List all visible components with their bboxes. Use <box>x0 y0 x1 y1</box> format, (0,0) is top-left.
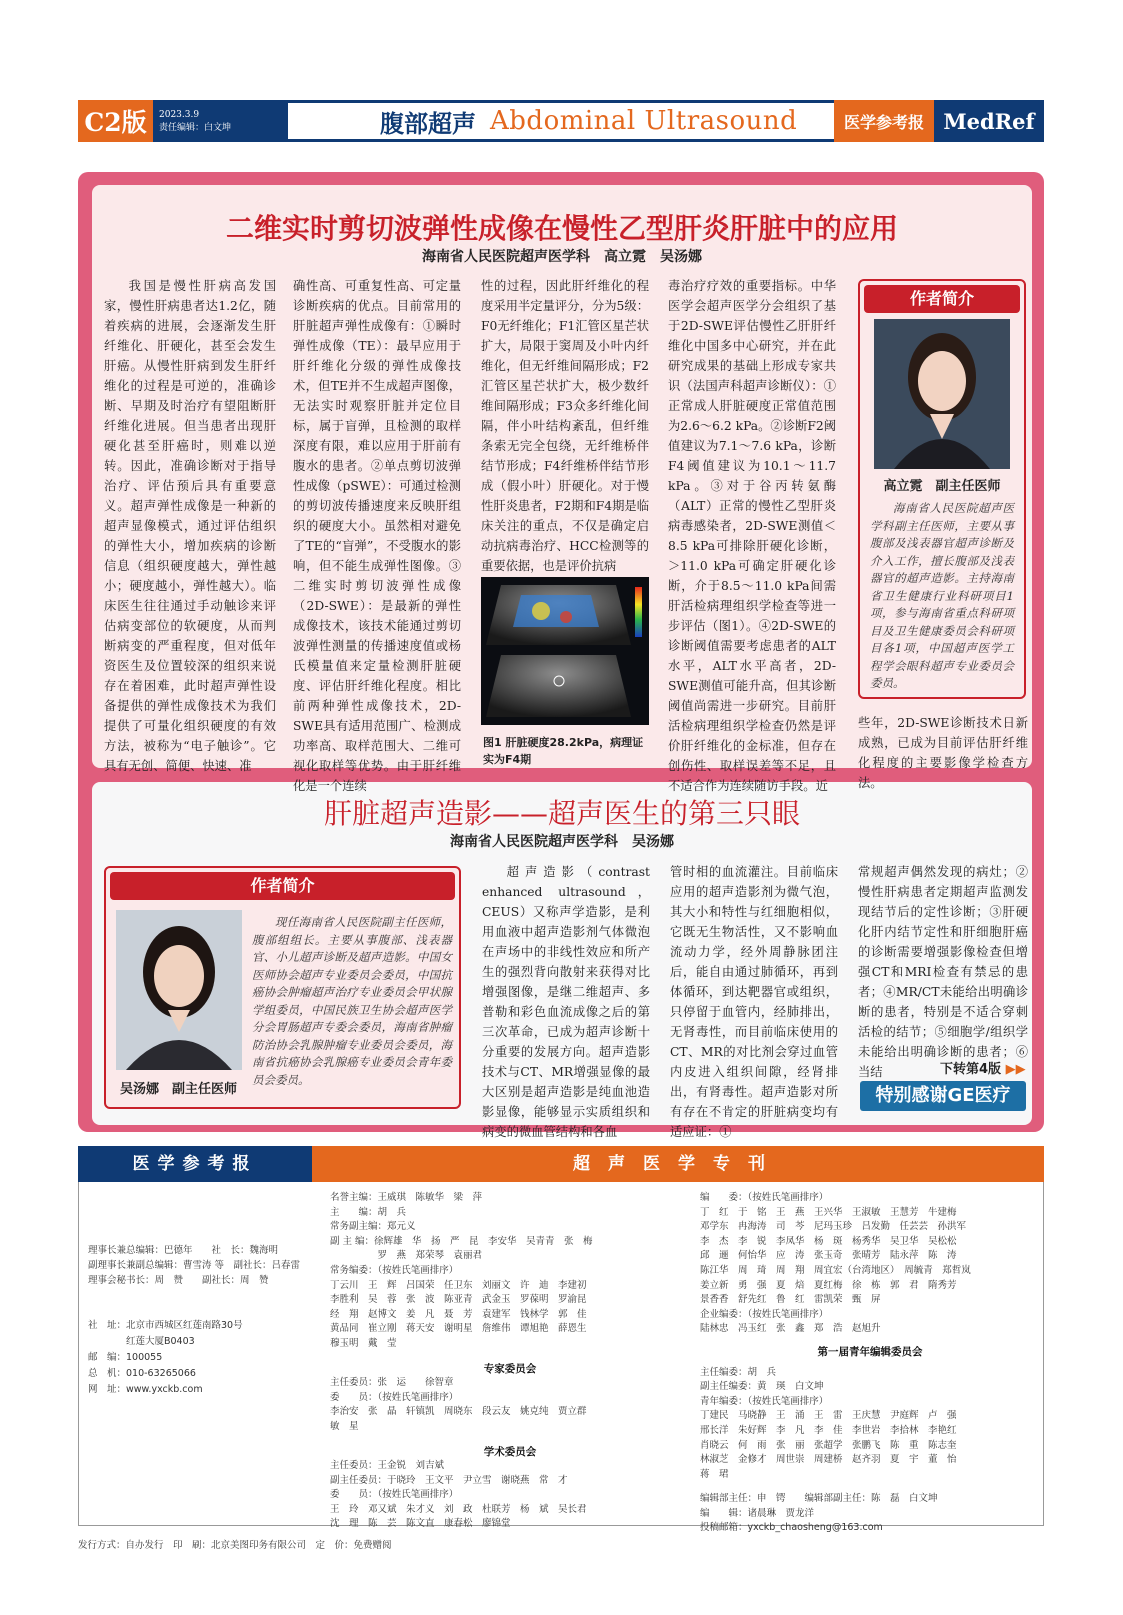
author-name-wu: 吴汤娜 副主任医师 <box>120 1082 238 1097</box>
masthead-left-title: 医学参考报 <box>78 1146 312 1182</box>
editor-line: 主 编：胡 兵 <box>330 1206 407 1218</box>
board-line: 陈江华 周 琦 周 翔 周宜宏（台湾地区） 周毓青 郑哲岚 <box>700 1264 971 1276</box>
expert-committee-heading: 专家委员会 <box>483 1362 537 1375</box>
address-line: 社 址：北京市西城区红莲南路30号 <box>88 1320 243 1331</box>
author-box-gao <box>858 279 1026 699</box>
article1-col5: 些年，2D-SWE诊断技术日新成熟，已成为目前评估肝纤维化程度的主要影像学检查方法。 <box>858 716 1028 790</box>
article2-col1: 超声造影（contrast enhanced ultrasound，CEUS）又称声学造影，是利用血液中超声造影剂气体微泡在声场中的非线性效应和所产生的强烈背向散射来获得对比增强图像，是继二维超声、多普勒和彩色血流成像之后的第三次革命，已成为超声诊断十分重要的发展方向。超声造影技术与CT、MR增强显像的最大区别是超声造影是纯血池造影显像，能够显示实质组织和病变的微血管结构和各血 <box>482 865 650 1139</box>
editor-line: 常务副主编：郑元义 <box>330 1221 416 1233</box>
article2-byline: 海南省人民医院超声医学科 吴汤娜 <box>450 834 674 850</box>
article1-col3: 性的过程，因此肝纤维化的程度采用半定量评分，分为5级：F0无纤维化；F1汇管区星芒状扩大，局限于窦周及小叶内纤维化，但无纤维间隔形成；F2汇管区星芒状扩大，极少数纤维间隔形成；F3众多纤维化间隔，伴小叶结构紊乱，但纤维条索无完全包绕，无纤维桥伴结节形成；F4纤维桥伴结节形成（假小叶）肝硬化。对于慢性肝炎患者，F2期和F4期是临床关注的重点，不仅是确定启动抗病毒治疗、HCC检测等的重要依据，也是评价抗病 <box>481 279 649 573</box>
editor-line: 名誉主编：王威琪 陈敏华 梁 萍 <box>330 1192 483 1203</box>
author-bio-wu: 现任海南省人民医院副主任医师，腹部组组长。主要从事腹部、浅表器官、小儿超声诊断及超声造影。中国女医师协会超声专业委员会委员，中国抗癌协会肿瘤超声治疗专业委员会甲状腺学组委员，中国民族卫生协会超声医学分会胃肠超声专委会委员，海南省肿瘤防治协会乳腺肿瘤专业委员会委员，海南省抗癌协会乳腺癌专业委员会青年委员会委员。 <box>252 915 452 1087</box>
address-line: 邮 编：100055 <box>88 1352 163 1363</box>
leader-line: 副理事长兼副总编辑：曹雪涛 等 副社长：吕春雷 <box>88 1260 301 1271</box>
page-footer: 发行方式：自办发行 印 刷：北京美图印务有限公司 定 价：免费赠阅 <box>78 1540 392 1551</box>
board-line: 青年编委：（按姓氏笔画排序） <box>700 1395 829 1407</box>
staff-line: 编 辑：诸晨琳 贾龙洋 <box>700 1507 815 1519</box>
editor-line: 李治安 张 晶 轩镇凯 周晓东 段云友 姚克纯 贾立群 <box>330 1406 587 1418</box>
board-line: 李 杰 李 锐 李凤华 杨 斑 杨秀华 吴卫华 吴松松 <box>700 1235 957 1247</box>
board-line: 主任编委：胡 兵 <box>700 1366 777 1378</box>
editor-line: 王 玲 邓又斌 朱才义 刘 政 杜联芳 杨 斌 吴长君 <box>330 1503 587 1515</box>
board-line: 副主任编委：黄 瑛 白文坤 <box>700 1381 824 1393</box>
section-title-cn: 腹部超声 <box>380 108 476 138</box>
website-link[interactable]: 网 址：www.yxckb.com <box>88 1384 203 1395</box>
article2-col3: 常规超声偶然发现的病灶；②慢性肝病患者定期超声监测发现结节后的定性诊断；③肝硬化肝内结节定性和肝细胞肝癌的诊断需要增强影像检查但增强CT和MRI检查有禁忌的患者；④MR/CT未能给出明确诊断的患者，特别是不适合穿刺活检的结节；⑤细胞学/组织学未能给出明确诊断的患者；⑥当结 <box>858 865 1028 1079</box>
page-header <box>78 100 1044 142</box>
editor-line: 沈 理 陈 芸 陈文直 康春松 廖锦堂 <box>330 1518 511 1530</box>
leader-line: 理事会秘书长：周 赞 副社长：周 赞 <box>88 1275 269 1286</box>
youth-board-heading: 第一届青年编辑委员会 <box>817 1345 923 1358</box>
board-line: 邱 逦 何怡华 应 涛 张玉奇 张晴芳 陆永萍 陈 涛 <box>700 1250 957 1262</box>
board-line: 蒋 珺 <box>700 1468 729 1480</box>
editor-line: 罗 燕 郑荣琴 袁丽君 <box>330 1250 483 1262</box>
section-title-en: Abdominal Ultrasound <box>490 106 798 136</box>
editor-line: 副 主 编：徐辉雄 华 扬 严 昆 李安华 吴青青 张 梅 <box>330 1235 593 1247</box>
editor-line: 经 翔 赵博文 姜 凡 聂 芳 袁建军 钱林学 郭 佳 <box>330 1308 587 1320</box>
staff-line: 编辑部主任：申 锷 编辑部副主任：陈 磊 白文坤 <box>700 1493 938 1505</box>
ultrasound-image <box>481 577 649 725</box>
article1-col4: 毒治疗疗效的重要指标。中华医学会超声医学分会组织了基于2D-SWE评估慢性乙肝肝纤维化中国多中心研究，并在此研究成果的基础上形成专家共识（法国声科超声诊断仪）：①正常成人肝脏硬度正常值范围为2.6～6.2 kPa。②诊断F2阈值建议为7.1～7.6 kPa，诊断F4阈值建议为10.1～11.7 kPa。③对于谷丙转氨酶（ALT）正常的慢性乙型肝炎病毒感染者，2D-SWE测值＜8.5 kPa可排除肝硬化诊断，＞11.0 kPa可确定肝硬化诊断，介于8.5～11.0 kPa间需肝活检病理组织学检查等进一步评估（图1）。④2D-SWE的诊断阈值需要考虑患者的ALT水平，ALT水平高者，2D-SWE测值可能升高，但其诊断阈值尚需进一步研究。目前肝活检病理组织学检查仍然是评价肝纤维化的金标准，但存在创伤性、取样误差等不足，且不适合作为连续随访手段。近 <box>668 279 836 793</box>
author-heading: 作者简介 <box>110 872 455 900</box>
ultrasound-figure <box>481 577 649 725</box>
board-line: 企业编委：（按姓氏笔画排序） <box>700 1308 829 1320</box>
issue-meta <box>153 100 288 142</box>
figure-caption: 图1 肝脏硬度28.2kPa，病理证实为F4期 <box>483 736 644 766</box>
board-line: 林淑芝 金修才 周世崇 周建桥 赵齐羽 夏 宇 董 怡 <box>700 1454 957 1466</box>
board-line: 陆林忠 冯玉红 张 鑫 郑 浩 赵旭升 <box>700 1323 881 1335</box>
article1-col2: 确性高、可重复性高、可定量诊断疾病的优点。目前常用的肝脏超声弹性成像有：①瞬时弹性成像（TE）：最早应用于肝纤维化分级的弹性成像技术，但TE并不生成超声图像，无法实时观察肝脏并定位目标，属于盲弹，且检测的取样深度有限，难以应用于肝前有腹水的患者。②单点剪切波弹性成像（pSWE）：可通过检测的剪切波传播速度来反映肝组织的硬度大小。虽然相对避免了TE的“盲弹”，不受腹水的影响，但不能生成弹性图像。③二维实时剪切波弹性成像（2D-SWE）：是最新的弹性成像技术，该技术能通过剪切波弹性测量的传播速度值或杨氏模量值来定量检测肝脏硬度、评估肝纤维化程度。相比前两种弹性成像技术，2D-SWE具有适用范围广、检测成功率高、取样范围大、二维可视化取样等优势。由于肝纤维化是一个连续 <box>293 279 461 793</box>
editor-line: 丁云川 王 辉 吕国荣 任卫东 刘丽文 许 迪 李建初 <box>330 1279 587 1291</box>
editor-line: 敏 星 <box>330 1420 359 1432</box>
article2-title: 肝脏超声造影——超声医生的第三只眼 <box>323 797 800 830</box>
address-line: 红莲大厦B0403 <box>88 1336 195 1347</box>
issue-date: 2023.3.9 <box>159 110 200 120</box>
article2-col2: 管时相的血流灌注。目前临床应用的超声造影剂为微气泡，其大小和特性与红细胞相似，它既无生物活性，又不影响血流动力学，经外周静脉团注后，能自由通过肺循环，再到体循环，到达靶器官或组织，只停留于血管内，经肺排出，无肾毒性，而目前临床使用的CT、MR的对比剂会穿过血管内皮进入组织间隙，经肾排出，有肾毒性。超声造影对所有存在不肯定的肝脏病变均有适应证：① <box>670 865 838 1139</box>
editor-line: 主任委员：王金锐 刘吉斌 <box>330 1460 445 1472</box>
editor-line: 常务编委：（按姓氏笔画排序） <box>330 1264 459 1276</box>
author-photo-gao <box>874 319 1010 469</box>
submission-email[interactable]: 投稿邮箱：yxckb_chaosheng@163.com <box>700 1522 883 1534</box>
board-line: 编 委：（按姓氏笔画排序） <box>700 1192 829 1203</box>
sponsor-banner: 特别感谢GE医疗 <box>860 1081 1026 1111</box>
author-photo-wu <box>116 910 242 1070</box>
board-line: 丁 红 于 铭 王 燕 王兴华 王淑敏 王慧芳 牛建梅 <box>700 1206 957 1218</box>
editor-line: 委 员：（按姓氏笔画排序） <box>330 1489 459 1501</box>
address-line: 总 机：010-63265066 <box>88 1368 196 1379</box>
continued-on[interactable] <box>940 1058 1026 1077</box>
editor-line: 副主任委员：于晓玲 王文平 尹立雪 谢晓燕 常 才 <box>330 1474 568 1486</box>
board-line: 姜立新 勇 强 夏 焙 夏红梅 徐 栋 郭 君 隋秀芳 <box>700 1279 957 1291</box>
academic-committee-heading: 学术委员会 <box>483 1445 537 1458</box>
editor-line: 委 员：（按姓氏笔画排序） <box>330 1391 459 1403</box>
continued-label: 下转第4版 <box>940 1062 1002 1077</box>
author-bio-gao: 海南省人民医院超声医学科副主任医师，主要从事腹部及浅表器官超声诊断及介入工作，擅长腹部及浅表器官的超声造影。主持海南省卫生健康行业科研项目1项，参与海南省重点科研项目及卫生健康委员会科研项目各1项，中国超声医学工程学会眼科超声专业委员会委员。 <box>870 501 1014 690</box>
masthead-right-title: 超声医学专刊 <box>312 1146 1044 1182</box>
board-line: 邓学东 冉海涛 司 芩 尼玛玉珍 吕发勤 任芸芸 孙洪军 <box>700 1221 967 1233</box>
masthead-leaders <box>88 1243 308 1288</box>
board-line: 丁建民 马晓静 王 涌 王 雷 王庆慧 尹庭辉 卢 强 <box>700 1410 957 1422</box>
editor-line: 穆玉明 戴 莹 <box>330 1337 397 1349</box>
brand-cn: 医学参考报 <box>834 100 934 142</box>
board-line: 景香香 舒先红 鲁 红 雷凯荣 甄 屏 <box>700 1294 881 1306</box>
author-heading: 作者简介 <box>864 285 1020 313</box>
brand-en: MedRef <box>934 100 1044 142</box>
author-name-gao: 高立霓 副主任医师 <box>883 479 1001 494</box>
article1-byline: 海南省人民医院超声医学科 高立霓 吴汤娜 <box>422 249 702 265</box>
article1-title: 二维实时剪切波弹性成像在慢性乙型肝炎肝脏中的应用 <box>225 212 898 245</box>
masthead-editors <box>330 1191 690 1532</box>
masthead-address <box>88 1318 308 1398</box>
editor-line: 黄品同 崔立刚 蒋天安 谢明星 詹维伟 谭旭艳 薛恩生 <box>330 1323 587 1335</box>
board-line: 肖晓云 何 雨 张 丽 张超学 张鹏飞 陈 重 陈志奎 <box>700 1439 957 1451</box>
edition-badge: C2版 <box>78 100 153 142</box>
editor-line: 主任委员：张 运 徐智章 <box>330 1377 454 1389</box>
article1-col1: 我国是慢性肝病高发国家，慢性肝病患者达1.2亿，随着疾病的进展，会逐渐发生肝纤维化、肝硬化，甚至会发生肝癌。从慢性肝病到发生肝纤维化的过程是可逆的，准确诊断、早期及时治疗有望阻断肝纤维化进展。但当患者出现肝硬化甚至肝癌时，则难以逆转。因此，准确诊断对于指导治疗、评估预后具有重要意义。超声弹性成像是一种新的超声显像模式，通过评估组织的弹性大小，增加疾病的诊断信息（组织硬度越大，弹性越小；硬度越小，弹性越大）。临床医生往往通过手动触诊来评估病变部位的软硬度，从而判断病变的严重程度，但对低年资医生及位置较深的组织来说存在着困难，此时超声弹性设备提供的弹性成像技术为我们提供了可量化组织硬度的有效方法，被称为“电子触诊”。它具有无创、简便、快速、准 <box>104 279 276 773</box>
section-title <box>288 100 834 142</box>
leader-line: 理事长兼总编辑：巴德年 社 长：魏海明 <box>88 1245 279 1256</box>
author-box-wu <box>104 866 461 1109</box>
issue-editor: 责任编辑：白文坤 <box>159 123 232 133</box>
masthead-board <box>700 1191 1040 1536</box>
editor-line: 李胜利 吴 蓉 张 波 陈亚青 武金玉 罗葆明 罗渝昆 <box>330 1294 587 1306</box>
double-arrow-icon: ▶▶ <box>1005 1062 1026 1077</box>
board-line: 邢长洋 朱好辉 李 凡 李 佳 李世岩 李拾林 李艳红 <box>700 1424 957 1436</box>
